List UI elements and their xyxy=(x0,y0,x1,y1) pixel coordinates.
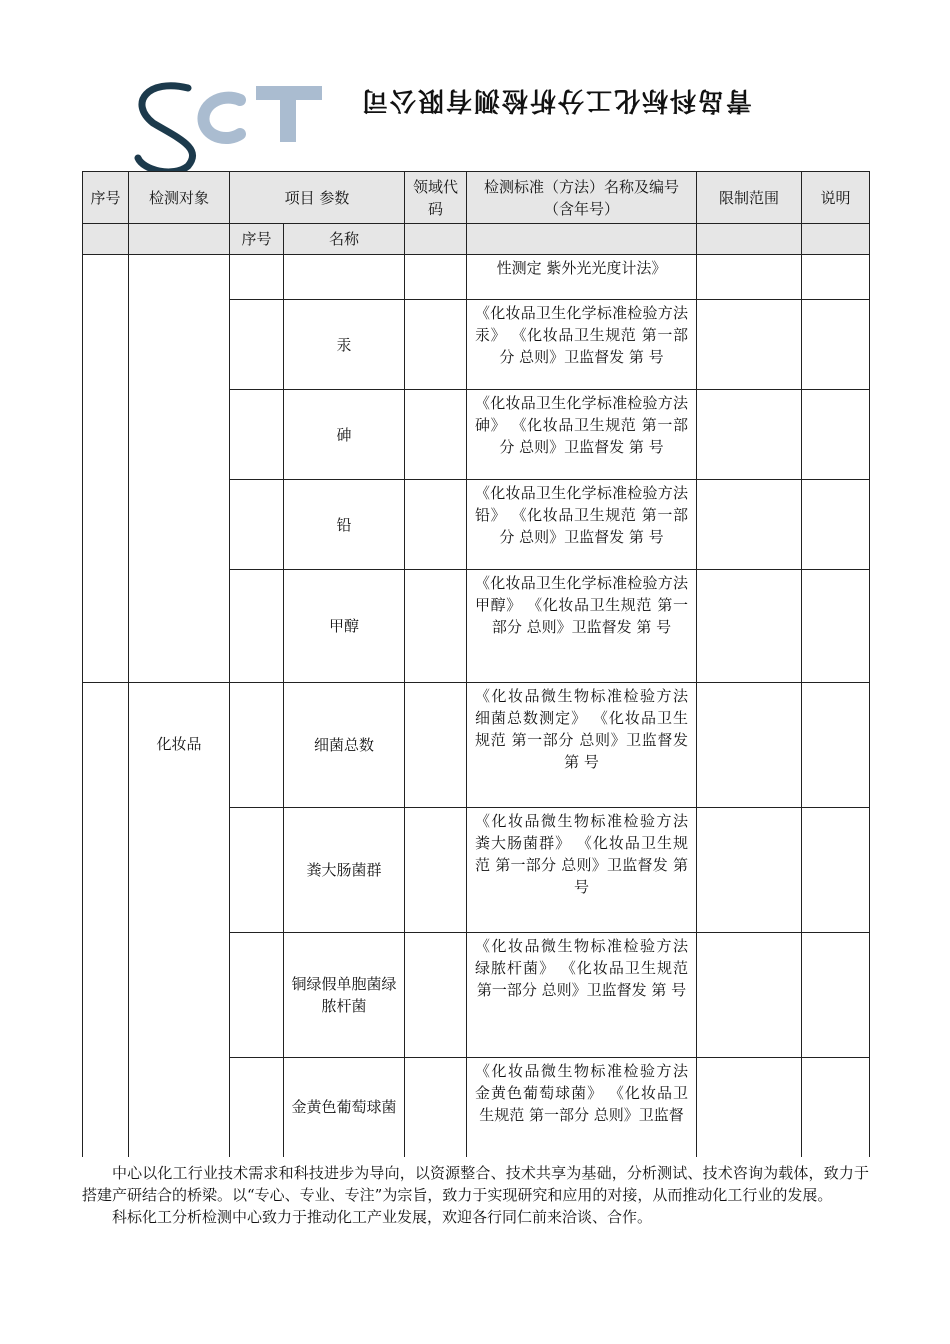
row-note xyxy=(802,1058,870,1157)
row-note xyxy=(802,933,870,1058)
row-name: 汞 xyxy=(284,300,405,390)
row-name: 金黄色葡萄球菌 xyxy=(284,1058,405,1157)
row-note xyxy=(802,683,870,808)
row-limit xyxy=(697,683,802,808)
row-note xyxy=(802,390,870,480)
group1-seq xyxy=(83,255,129,683)
row-standard: 《化妆品卫生化学标准检验方法 铅》 《化妆品卫生规范 第一部分 总则》卫监督发 第 号 xyxy=(467,480,697,570)
company-logo xyxy=(128,78,328,174)
group2-object: 化妆品 xyxy=(129,683,230,1157)
col-seq: 序号 xyxy=(83,172,129,224)
row-seq xyxy=(230,255,284,300)
row-domain-code xyxy=(405,570,467,683)
row-standard: 《化妆品微生物标准检验方法 粪大肠菌群》 《化妆品卫生规范 第一部分 总则》卫监督发 第 号 xyxy=(467,808,697,933)
row-standard: 《化妆品微生物标准检验方法 绿脓杆菌》 《化妆品卫生规范 第一部分 总则》卫监督发 第 号 xyxy=(467,933,697,1058)
row-seq xyxy=(230,570,284,683)
row-name: 铅 xyxy=(284,480,405,570)
row-note xyxy=(802,808,870,933)
row-limit xyxy=(697,255,802,300)
row-domain-code xyxy=(405,390,467,480)
row-limit xyxy=(697,570,802,683)
sub-empty xyxy=(129,224,230,255)
sub-empty xyxy=(467,224,697,255)
row-domain-code xyxy=(405,300,467,390)
row-limit xyxy=(697,300,802,390)
table-row xyxy=(83,683,870,808)
row-domain-code xyxy=(405,480,467,570)
row-domain-code xyxy=(405,1058,467,1157)
table-row xyxy=(83,255,870,300)
row-note xyxy=(802,255,870,300)
sub-empty xyxy=(405,224,467,255)
row-name: 铜绿假单胞菌绿脓杆菌 xyxy=(284,933,405,1058)
row-standard: 《化妆品卫生化学标准检验方法 甲醇》 《化妆品卫生规范 第一部分 总则》卫监督发 第 号 xyxy=(467,570,697,683)
col-domain-code: 领域代码 xyxy=(405,172,467,224)
row-limit xyxy=(697,808,802,933)
row-standard: 《化妆品卫生化学标准检验方法 汞》 《化妆品卫生规范 第一部分 总则》卫监督发 第 号 xyxy=(467,300,697,390)
group1-object xyxy=(129,255,230,683)
row-standard: 《化妆品微生物标准检验方法 金黄色葡萄球菌》 《化妆品卫生规范 第一部分 总则》卫监督 xyxy=(467,1058,697,1157)
row-standard: 《化妆品微生物标准检验方法 细菌总数测定》 《化妆品卫生规范 第一部分 总则》卫监督发 第 号 xyxy=(467,683,697,808)
row-limit xyxy=(697,933,802,1058)
row-seq xyxy=(230,300,284,390)
test-items-table xyxy=(82,171,870,1157)
footer-text xyxy=(82,1162,869,1228)
footer-paragraph-1: 中心以化工行业技术需求和科技进步为导向，以资源整合、技术共享为基础，分析测试、技术咨询为载体，致力于搭建产研结合的桥梁。以“专心、专业、专注”为宗旨，致力于实现研究和应用的对接，从而推动化工行业的发展。 xyxy=(82,1164,869,1204)
col-object: 检测对象 xyxy=(129,172,230,224)
row-seq xyxy=(230,1058,284,1157)
col-standard: 检测标准（方法）名称及编号（含年号） xyxy=(467,172,697,224)
row-note xyxy=(802,570,870,683)
row-limit xyxy=(697,390,802,480)
row-name: 粪大肠菌群 xyxy=(284,808,405,933)
sub-col-seq: 序号 xyxy=(230,224,284,255)
sub-empty xyxy=(697,224,802,255)
row-name: 甲醇 xyxy=(284,570,405,683)
row-domain-code xyxy=(405,933,467,1058)
footer-paragraph-2: 科标化工分析检测中心致力于推动化工产业发展，欢迎各行同仁前来洽谈、合作。 xyxy=(112,1208,653,1226)
row-name xyxy=(284,255,405,300)
row-standard: 性测定 紫外光光度计法》 xyxy=(467,255,697,300)
row-domain-code xyxy=(405,255,467,300)
row-seq xyxy=(230,390,284,480)
row-seq xyxy=(230,808,284,933)
row-name: 砷 xyxy=(284,390,405,480)
row-seq xyxy=(230,480,284,570)
logo-s-shape xyxy=(138,86,193,172)
row-domain-code xyxy=(405,683,467,808)
col-note: 说明 xyxy=(802,172,870,224)
col-params: 项目 参数 xyxy=(230,172,405,224)
sub-empty xyxy=(83,224,129,255)
row-note xyxy=(802,300,870,390)
sub-col-name: 名称 xyxy=(284,224,405,255)
row-note xyxy=(802,480,870,570)
row-standard: 《化妆品卫生化学标准检验方法 砷》 《化妆品卫生规范 第一部分 总则》卫监督发 第 号 xyxy=(467,390,697,480)
company-name: 青岛科标化工分析检测有限公司 xyxy=(360,85,753,115)
row-domain-code xyxy=(405,808,467,933)
row-name: 细菌总数 xyxy=(284,683,405,808)
col-limit: 限制范围 xyxy=(697,172,802,224)
logo-c-shape xyxy=(203,98,240,138)
group2-seq xyxy=(83,683,129,1157)
row-limit xyxy=(697,1058,802,1157)
row-seq xyxy=(230,683,284,808)
row-limit xyxy=(697,480,802,570)
sub-empty xyxy=(802,224,870,255)
row-seq xyxy=(230,933,284,1058)
logo-t-stem xyxy=(280,86,296,142)
